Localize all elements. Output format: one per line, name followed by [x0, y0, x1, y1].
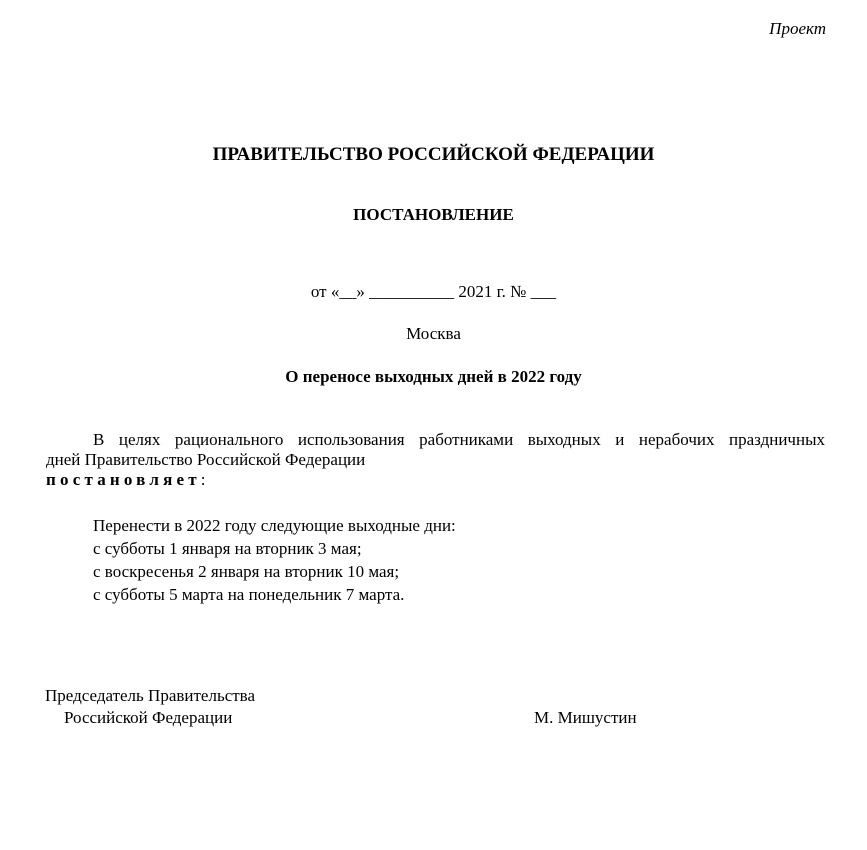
signatory-title-line-1: Председатель Правительства: [45, 686, 256, 705]
list-item: с субботы 1 января на вторник 3 мая;: [93, 539, 362, 558]
list-item: с воскресенья 2 января на вторник 10 мая;: [93, 562, 400, 581]
preamble-line-1: В целях рационального использования работниками выходных и нерабочих праздничных: [93, 430, 825, 449]
document-subject: О переносе выходных дней в 2022 году: [285, 367, 582, 386]
resolution-list: [93, 514, 456, 606]
date-number-line: от «__» __________ 2021 г. № ___: [310, 282, 557, 301]
resolves-word: постановляет: [46, 470, 201, 489]
resolves-punct: :: [200, 470, 206, 489]
signatory-title-line-2: Российской Федерации: [64, 708, 233, 727]
resolution-intro: Перенести в 2022 году следующие выходные дни:: [93, 516, 456, 535]
list-item: с субботы 5 марта на понедельник 7 марта.: [93, 585, 405, 604]
city-line: Москва: [406, 324, 461, 343]
preamble-paragraph: [46, 430, 825, 490]
issuer-heading: ПРАВИТЕЛЬСТВО РОССИЙСКОЙ ФЕДЕРАЦИИ: [212, 144, 655, 165]
signatory-name: М. Мишустин: [534, 708, 637, 727]
document-type-heading: ПОСТАНОВЛЕНИЕ: [353, 205, 514, 224]
resolves-line: [46, 470, 825, 490]
draft-label: Проект: [769, 19, 826, 38]
preamble-line-2: дней Правительство Российской Федерации: [46, 450, 366, 469]
